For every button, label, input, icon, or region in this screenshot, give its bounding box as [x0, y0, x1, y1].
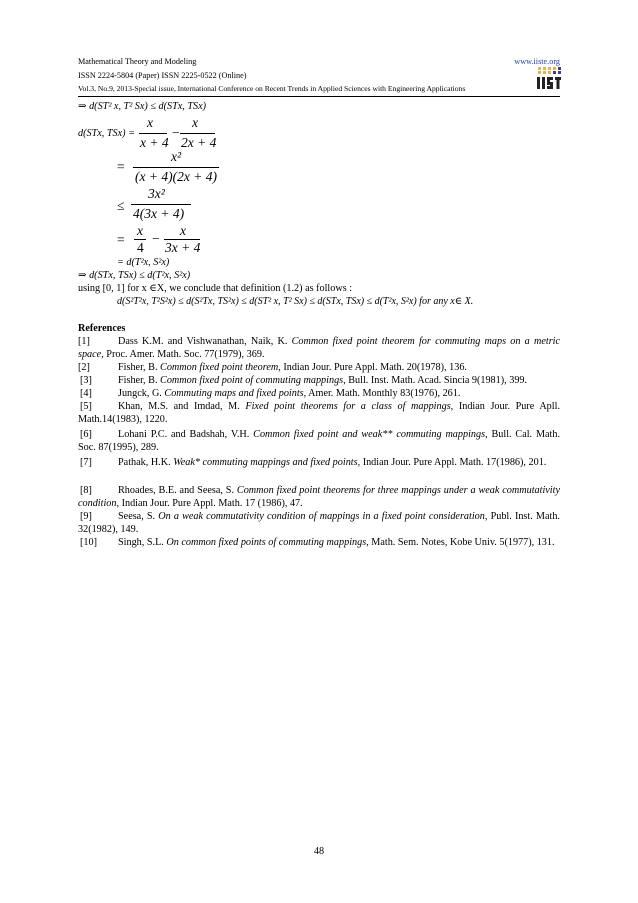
reference-source: , Indian Jour. Pure Appl. Math. 20(1978), 136. [278, 362, 467, 373]
reference-item [80, 374, 562, 387]
reference-source: , Amer. Math. Monthly 83(1976), 261. [303, 388, 461, 399]
reference-number: [1] [78, 336, 90, 347]
fraction-3-denominator: (x + 4)(2x + 4) [135, 169, 217, 184]
reference-number: [2] [78, 362, 90, 373]
references-heading: References [78, 323, 126, 334]
reference-authors: Singh, S.L. [118, 537, 167, 548]
equals-sign-1: = [117, 159, 125, 174]
reference-item [78, 536, 560, 549]
fraction-6-numerator: x [180, 223, 186, 238]
reference-title: Weak* commuting mappings and fixed points, [173, 457, 361, 468]
fraction-5-denominator: 4 [137, 240, 144, 255]
reference-number: [4] [80, 388, 92, 399]
reference-item [78, 428, 560, 454]
iiste-logo [536, 66, 562, 90]
fraction-1-numerator: x [147, 115, 153, 130]
journal-volume: Vol.3, No.9, 2013-Special issue, International Conference on Recent Trends in Applied Sciences with Engineering Applications [78, 84, 466, 93]
reference-title: Common fixed point theorem for commuting maps on a metric space, [78, 336, 561, 360]
proof-line-equals-result: = d(T²x, S²x) [117, 257, 170, 268]
reference-number: [6] [80, 429, 92, 440]
fraction-4-numerator: 3x² [148, 186, 165, 201]
reference-item [78, 335, 560, 361]
reference-source: , Bull. Inst. Math. Acad. Sincia 9(1981), 399. [343, 375, 528, 386]
fraction-5-numerator: x [137, 223, 143, 238]
reference-item [78, 484, 560, 510]
reference-title: On a weak commutativity condition of mappings in a fixed point consideration [158, 511, 485, 522]
reference-authors: Seesa, S. [118, 511, 159, 522]
fraction-2-bar [180, 133, 215, 134]
fraction-3-bar [133, 167, 219, 168]
page-number: 48 [313, 846, 325, 857]
reference-authors: Khan, M.S. and Imdad, M. [118, 401, 246, 412]
reference-item [80, 387, 562, 400]
reference-title: Common fixed point theorem [160, 362, 279, 373]
reference-title: Common fixed point theorems for three mappings under a weak commutativity condition [78, 485, 560, 509]
reference-number: [9] [80, 511, 92, 522]
reference-number: [10] [80, 537, 97, 548]
reference-number: [7] [80, 457, 92, 468]
reference-item [78, 400, 560, 426]
reference-source: , Math. Sem. Notes, Kobe Univ. 5(1977), 131. [366, 537, 555, 548]
reference-title: Common fixed point and weak** commuting mappings [253, 429, 486, 440]
reference-item [78, 510, 560, 536]
fraction-1-bar [139, 133, 167, 134]
reference-title: Commuting maps and fixed points [164, 388, 304, 399]
reference-authors: Fisher, B. [118, 375, 161, 386]
proof-line-implication-1: ⇒ d(ST² x, T² Sx) ≤ d(STx, TSx) [78, 101, 207, 112]
reference-source: , Indian Jour. Pure Appl. Math. 17 (1986), 47. [116, 498, 303, 509]
proof-using-sentence: using [0, 1] for x ∈X, we conclude that definition (1.2) as follows : [78, 283, 353, 294]
header-divider [78, 96, 560, 97]
reference-authors: Fisher, B. [118, 362, 161, 373]
reference-title: Fixed point theorems for a class of mappings, [245, 401, 454, 412]
proof-lhs: d(STx, TSx) = [78, 128, 135, 139]
reference-title: Common fixed point of commuting mappings [160, 375, 344, 386]
journal-title: Mathematical Theory and Modeling [78, 57, 197, 66]
proof-final-inequality-chain: d(S²T²x, T²S²x) ≤ d(S²Tx, TS²x) ≤ d(ST² x, T² Sx) ≤ d(STx, TSx) ≤ d(T²x, S²x) for any x∈ X. [117, 296, 474, 307]
fraction-2-denominator: 2x + 4 [181, 135, 217, 150]
reference-title: On common fixed points of commuting mappings [166, 537, 367, 548]
reference-source: Proc. Amer. Math. Soc. 77(1979), 369. [103, 349, 265, 360]
minus-sign-2: − [152, 231, 160, 246]
minus-sign-1: − [172, 125, 180, 140]
reference-authors: Pathak, H.K. [118, 457, 174, 468]
reference-number: [5] [80, 401, 92, 412]
reference-item [78, 456, 560, 469]
reference-number: [3] [80, 375, 92, 386]
reference-authors: Dass K.M. and Vishwanathan, Naik, K. [118, 336, 292, 347]
reference-source: Indian Jour. Pure Appl. Math. 17(1986), 201. [360, 457, 547, 468]
less-equal-sign: ≤ [117, 198, 125, 213]
proof-line-implication-2: ⇒ d(STx, TSx) ≤ d(T²x, S²x) [78, 270, 191, 281]
fraction-3-numerator: x² [171, 149, 182, 164]
reference-authors: Rhoades, B.E. and Seesa, S. [118, 485, 237, 496]
reference-source: , Publ. Inst. Math. 32(1982), 149. [78, 511, 560, 535]
fraction-4-denominator: 4(3x + 4) [133, 206, 185, 221]
journal-issn: ISSN 2224-5804 (Paper) ISSN 2225-0522 (Online) [78, 71, 247, 80]
reference-authors: Jungck, G. [118, 388, 165, 399]
reference-authors: Lohani P.C. and Badshah, V.H. [118, 429, 254, 440]
reference-source: , Bull. Cal. Math. Soc. 87(1995), 289. [78, 429, 561, 453]
reference-source: Indian Jour. Pure Apll. Math.14(1983), 1220. [78, 401, 560, 425]
fraction-6-denominator: 3x + 4 [165, 240, 201, 255]
fraction-2-numerator: x [192, 115, 198, 130]
equals-sign-2: = [117, 232, 125, 247]
fraction-4-bar [131, 204, 191, 205]
journal-website-link[interactable]: www.iiste.org [514, 57, 560, 66]
reference-number: [8] [80, 485, 92, 496]
fraction-1-denominator: x + 4 [140, 135, 169, 150]
reference-item [78, 361, 560, 374]
